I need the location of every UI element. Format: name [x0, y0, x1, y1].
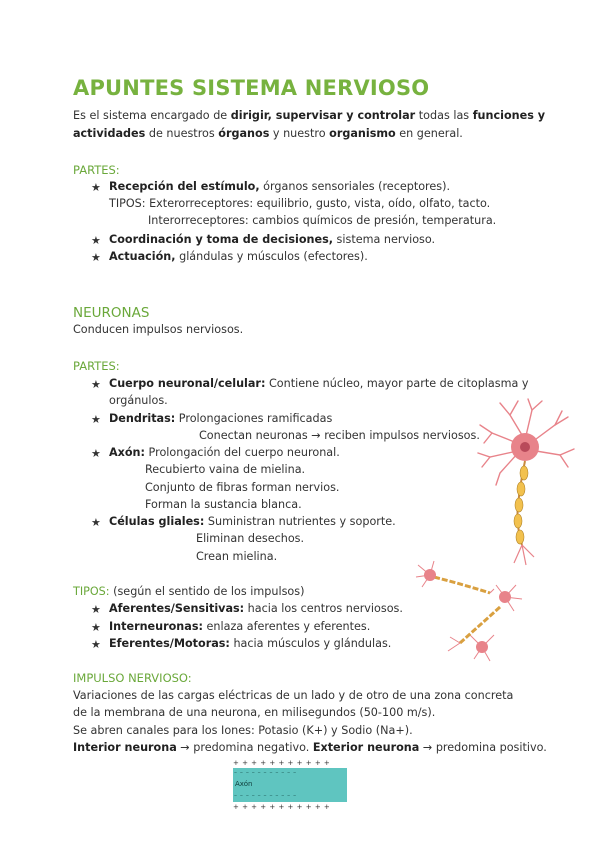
impulso-line-4: [73, 741, 547, 754]
inner-charges-top: – – – – – – – – – – –: [234, 769, 297, 776]
star-bullet-icon: ★: [91, 251, 101, 264]
neuron-network-illustration: [410, 555, 530, 670]
list-item-aferentes: [109, 602, 403, 615]
item-text: hacia músculos y glándulas.: [229, 637, 392, 650]
tipos-header-note: (según el sentido de los impulsos): [109, 585, 305, 598]
intro-keyword: actividades: [73, 127, 146, 140]
inner-charges-bottom: – – – – – – – – – – –: [234, 792, 297, 799]
intro-keyword: organismo: [329, 127, 396, 140]
item-text: → predomina negativo.: [176, 741, 313, 754]
tipos-header: TIPOS:: [73, 585, 110, 598]
intro-text: en general.: [395, 127, 463, 140]
star-bullet-icon: ★: [91, 447, 101, 460]
list-item-interneuronas: [109, 620, 370, 633]
item-title: Dendritas:: [109, 412, 176, 425]
impulso-line-1: Variaciones de las cargas eléctricas de un lado y de otro de una zona concreta: [73, 689, 514, 702]
star-bullet-icon: ★: [91, 413, 101, 426]
item-text: Contiene núcleo, mayor parte de citoplasma y: [265, 377, 529, 390]
partes-header: PARTES:: [73, 359, 120, 373]
list-item-recepcion: [109, 180, 450, 193]
list-item-cuerpo: [109, 377, 529, 390]
intro-line-1: [73, 109, 545, 122]
list-item-coordinacion: [109, 233, 435, 246]
axon-band: [233, 768, 347, 802]
neuronas-header: NEURONAS: [73, 305, 150, 321]
axon-label: Axón: [235, 780, 253, 788]
item-text: sistema nervioso.: [333, 233, 436, 246]
tipos-line-1: TIPOS: Exterorreceptores: equilibrio, gusto, vista, oído, olfato, tacto.: [109, 197, 491, 210]
item-text: Suministran nutrientes y soporte.: [204, 515, 396, 528]
neuron-illustration: [470, 395, 580, 575]
list-item-actuacion: [109, 250, 368, 263]
bottom-charges: + + + + + + + + + + +: [233, 803, 331, 811]
star-bullet-icon: ★: [91, 234, 101, 247]
item-text: enlaza aferentes y eferentes.: [202, 620, 371, 633]
intro-line-2: [73, 127, 463, 140]
intro-keyword: dirigir, supervisar y controlar: [230, 109, 416, 122]
star-bullet-icon: ★: [91, 516, 101, 529]
item-title: Exterior neurona: [312, 741, 420, 754]
cuerpo-line-2: orgánulos.: [109, 394, 168, 407]
intro-text: Es el sistema encargado de: [73, 109, 231, 122]
axon-charge-diagram: [233, 759, 347, 811]
item-title: Cuerpo neuronal/celular:: [109, 377, 266, 390]
axon-line-4: Forman la sustancia blanca.: [145, 498, 302, 511]
item-title: Eferentes/Motoras:: [109, 637, 230, 650]
list-item-dendritas: [109, 412, 332, 425]
list-item-eferentes: [109, 637, 391, 650]
axon-line-2: Recubierto vaina de mielina.: [145, 463, 306, 476]
star-bullet-icon: ★: [91, 621, 101, 634]
axon-line-3: Conjunto de fibras forman nervios.: [145, 481, 340, 494]
item-text: Prolongación del cuerpo neuronal.: [145, 446, 340, 459]
intro-keyword: órganos: [218, 127, 270, 140]
gliales-line-2: Eliminan desechos.: [196, 532, 305, 545]
impulso-line-3: Se abren canales para los Iones: Potasio (K+) y Sodio (Na+).: [73, 724, 413, 737]
intro-text: todas las: [415, 109, 473, 122]
item-title: Recepción del estímulo,: [109, 180, 260, 193]
item-text: → predomina positivo.: [419, 741, 547, 754]
list-item-gliales: [109, 515, 396, 528]
intro-text: de nuestros: [145, 127, 219, 140]
item-title: Axón:: [109, 446, 145, 459]
item-text: hacia los centros nerviosos.: [244, 602, 403, 615]
item-text: Prolongaciones ramificadas: [175, 412, 333, 425]
impulso-header: IMPULSO NERVIOSO:: [73, 671, 192, 685]
partes-header: PARTES:: [73, 163, 120, 177]
item-title: Interior neurona: [73, 741, 177, 754]
star-bullet-icon: ★: [91, 603, 101, 616]
star-bullet-icon: ★: [91, 378, 101, 391]
gliales-line-3: Crean mielina.: [196, 550, 278, 563]
top-charges: + + + + + + + + + + +: [233, 759, 331, 767]
impulso-line-2: de la membrana de una neurona, en milisegundos (50-100 m/s).: [73, 706, 436, 719]
tipos-header-line: [73, 585, 304, 598]
dendritas-line-2: Conectan neuronas → reciben impulsos nerviosos.: [199, 429, 480, 442]
item-title: Células gliales:: [109, 515, 205, 528]
tipos-line-2: Interorreceptores: cambios químicos de presión, temperatura.: [148, 214, 497, 227]
intro-keyword: funciones y: [472, 109, 546, 122]
item-text: glándulas y músculos (efectores).: [175, 250, 368, 263]
page-title: APUNTES SISTEMA NERVIOSO: [73, 76, 430, 100]
item-title: Aferentes/Sensitivas:: [109, 602, 245, 615]
item-title: Actuación,: [109, 250, 176, 263]
item-title: Interneuronas:: [109, 620, 203, 633]
star-bullet-icon: ★: [91, 181, 101, 194]
neuronas-desc: Conducen impulsos nerviosos.: [73, 323, 244, 336]
item-text: órganos sensoriales (receptores).: [259, 180, 451, 193]
star-bullet-icon: ★: [91, 638, 101, 651]
list-item-axon: [109, 446, 340, 459]
intro-text: y nuestro: [269, 127, 330, 140]
item-title: Coordinación y toma de decisiones,: [109, 233, 333, 246]
